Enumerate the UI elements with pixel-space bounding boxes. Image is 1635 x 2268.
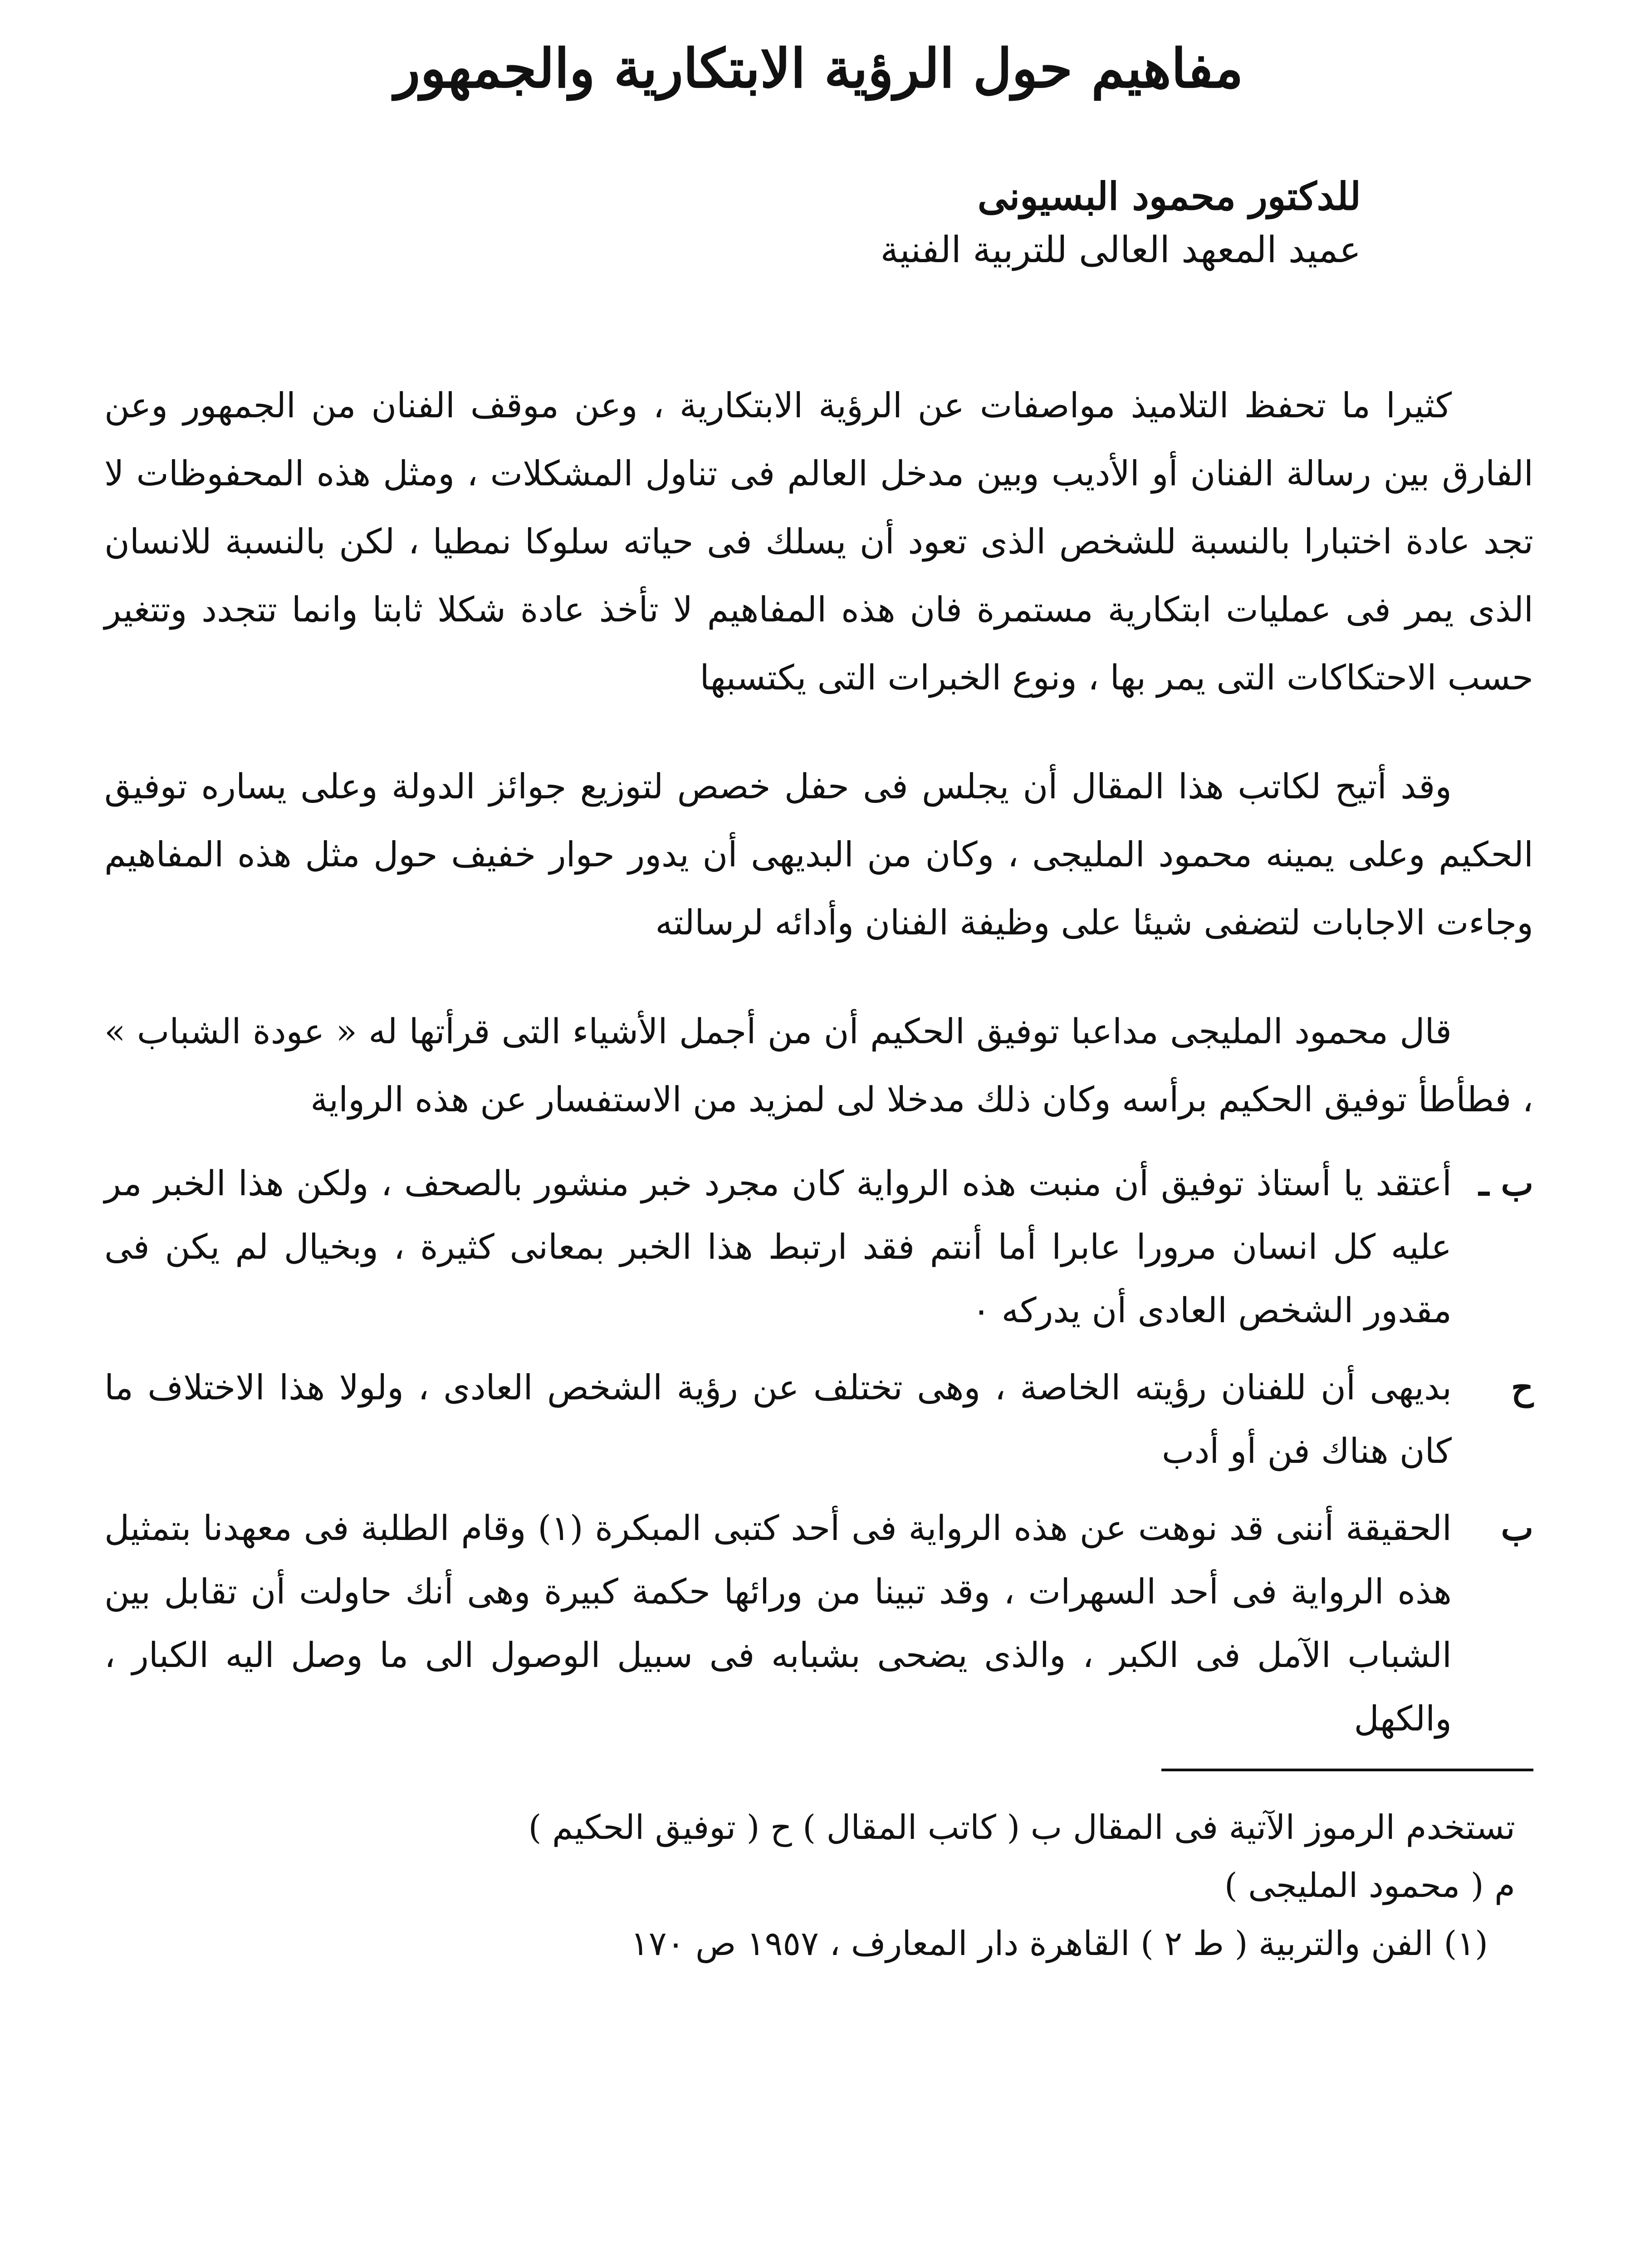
article-title: مفاهيم حول الرؤية الابتكارية والجمهور bbox=[394, 37, 1243, 100]
footnote-symbols-line1: تستخدم الرموز الآتية فى المقال ب ( كاتب المقال ) ح ( توفيق الحكيم ) bbox=[528, 1808, 1515, 1848]
dialogue-item bbox=[104, 1152, 1533, 1342]
author-role: عميد المعهد العالى للتربية الفنية bbox=[880, 229, 1361, 271]
dialogue-text: الحقيقة أننى قد نوهت عن هذه الرواية فى أحد كتبى المبكرة (١) وقام الطلبة فى معهدنا بتمثيل هذه الرواية فى أحد السهرات ، وقد تبينا من ورائها حكمة كبيرة وهى أنك حاولت أن تقابل بين الشباب الآمل فى الكبر ، والذى يضحى بشبابه فى سبيل الوصول الى ما وصل اليه الكبار ، والكهل bbox=[104, 1508, 1452, 1739]
author-name: للدكتور محمود البسيونى bbox=[977, 173, 1361, 219]
footnotes bbox=[104, 1799, 1533, 1973]
dialogue-item bbox=[104, 1356, 1533, 1483]
dialogue-text: أعتقد يا أستاذ توفيق أن منبت هذه الرواية كان مجرد خبر منشور بالصحف ، ولكن هذا الخبر مر عليه كل انسان مرورا عابرا أما أنتم فقد ارتبط هذا الخبر بمعانى كثيرة ، وبخيال لم يكن فى مقدور الشخص العادى أن يدركه ٠ bbox=[104, 1163, 1452, 1331]
footnote-reference-1: (١) الفن والتربية ( ط ٢ ) القاهرة دار المعارف ، ١٩٥٧ ص ١٧٠ bbox=[631, 1924, 1488, 1964]
footnote-symbols-line2: م ( محمود المليجى ) bbox=[1224, 1866, 1515, 1906]
author-block bbox=[104, 169, 1533, 277]
dialogue-item bbox=[104, 1496, 1533, 1750]
footnote-divider bbox=[1161, 1769, 1533, 1771]
dialogue-speaker: ب bbox=[1501, 1508, 1533, 1549]
dialogue-text: بديهى أن للفنان رؤيته الخاصة ، وهى تختلف عن رؤية الشخص العادى ، ولولا هذا الاختلاف ما كان هناك فن أو أدب bbox=[104, 1367, 1452, 1471]
dialogue-speaker: ب ـ bbox=[1478, 1163, 1533, 1204]
paragraph-setting: وقد أتيح لكاتب هذا المقال أن يجلس فى حفل خصص لتوزيع جوائز الدولة وعلى يساره توفيق الحكيم وعلى يمينه محمود المليجى ، وكان من البديهى أن يدور حوار خفيف حول مثل هذه المفاهيم وجاءت الاجابات لتضفى شيئا على وظيفة الفنان وأدائه لرسالته bbox=[104, 766, 1533, 943]
document-page bbox=[104, 36, 1533, 2268]
paragraph-intro: كثيرا ما تحفظ التلاميذ مواصفات عن الرؤية الابتكارية ، وعن موقف الفنان من الجمهور وعن الفارق بين رسالة الفنان أو الأديب وبين مدخل العالم فى تناول المشكلات ، ومثل هذه المحفوظات لا تجد عادة اختبارا بالنسبة للشخص الذى تعود أن يسلك فى حياته سلوكا نمطيا ، لكن بالنسبة للانسان الذى يمر فى عمليات ابتكارية مستمرة فان هذه المفاهيم لا تأخذ عادة شكلا ثابتا وانما تتجدد وتتغير حسب الاحتكاكات التى يمر بها ، ونوع الخبرات التى يكتسبها bbox=[104, 385, 1533, 698]
dialogue-speaker: ح bbox=[1511, 1367, 1533, 1408]
paragraph-opening: قال محمود المليجى مداعبا توفيق الحكيم أن من أجمل الأشياء التى قرأتها له « عودة الشباب » ، فطأطأ توفيق الحكيم برأسه وكان ذلك مدخلا لى لمزيد من الاستفسار عن هذه الرواية bbox=[104, 1011, 1533, 1120]
dialogue-list bbox=[104, 1152, 1533, 1750]
